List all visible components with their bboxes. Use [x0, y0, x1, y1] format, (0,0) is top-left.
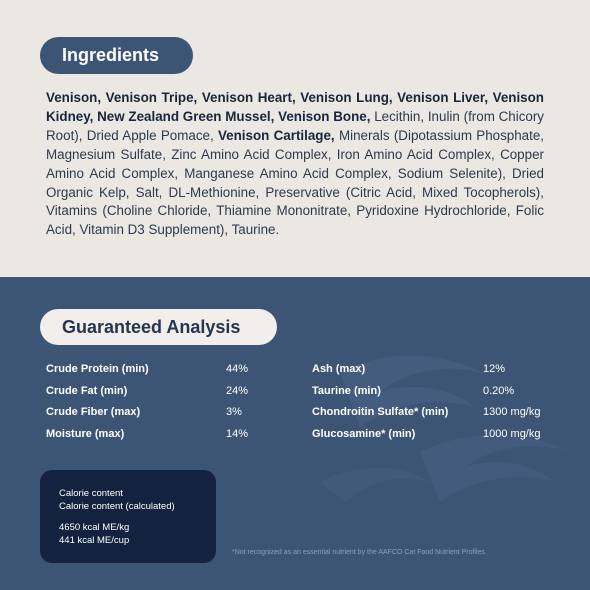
analysis-value: 14% — [226, 428, 249, 440]
footnote: *Not recognized as an essential nutrient by the AAFCO Cat Food Nutrient Profiles. — [232, 549, 487, 556]
analysis-value: 3% — [226, 406, 242, 418]
ingredients-text-1: Lecithin, Inulin (from Chicory Root), Dried Apple Pomace, — [46, 108, 544, 143]
analysis-value: 1000 mg/kg — [483, 428, 541, 440]
calorie-content-box — [40, 470, 216, 563]
analysis-heading: Guaranteed Analysis — [40, 309, 277, 345]
analysis-label: Glucosamine* (min) — [312, 428, 416, 440]
analysis-value: 12% — [483, 363, 506, 375]
analysis-label: Taurine (min) — [312, 385, 381, 397]
analysis-label: Chondroitin Sulfate* (min) — [312, 406, 449, 418]
calorie-calculated-label: Calorie content (calculated) — [59, 501, 175, 512]
analysis-label: Ash (max) — [312, 363, 366, 375]
analysis-label: Crude Fat (min) — [46, 385, 128, 397]
calorie-per-kg: 4650 kcal ME/kg — [59, 522, 130, 533]
analysis-label: Moisture (max) — [46, 428, 125, 440]
analysis-value: 44% — [226, 363, 249, 375]
ingredients-bold-2: Venison Cartilage, — [217, 127, 335, 143]
analysis-value: 0.20% — [483, 385, 515, 397]
calorie-per-cup: 441 kcal ME/cup — [59, 535, 130, 546]
analysis-value: 1300 mg/kg — [483, 406, 541, 418]
analysis-label: Crude Fiber (max) — [46, 406, 141, 418]
ingredients-list — [46, 89, 544, 240]
ingredients-text-2: Minerals (Dipotassium Phosphate, Magnesium Sulfate, Zinc Amino Acid Complex, Iron Amino Acid Complex, Copper Amino Acid Complex, Manganese Amino Acid Complex, Sodium Selenite), Dried Organic Kelp, Salt, DL-Methionine, Preservative (Citric Acid, Mixed Tocopherols), Vitamins (Choline Chloride, Thiamine Mononitrate, Pyridoxine Hydrochloride, Folic Acid, Vitamin D3 Supplement), Taurine. — [46, 127, 545, 238]
analysis-label: Crude Protein (min) — [46, 363, 149, 375]
analysis-section — [0, 277, 590, 590]
ingredients-bold-1: Venison, Venison Tripe, Venison Heart, Venison Lung, Venison Liver, Venison Kidney, New Zealand Green Mussel, Venison Bone, — [46, 90, 544, 124]
ingredients-section — [0, 0, 590, 277]
ingredients-heading: Ingredients — [40, 37, 193, 74]
analysis-value: 24% — [226, 385, 249, 397]
calorie-label: Calorie content — [59, 488, 123, 499]
